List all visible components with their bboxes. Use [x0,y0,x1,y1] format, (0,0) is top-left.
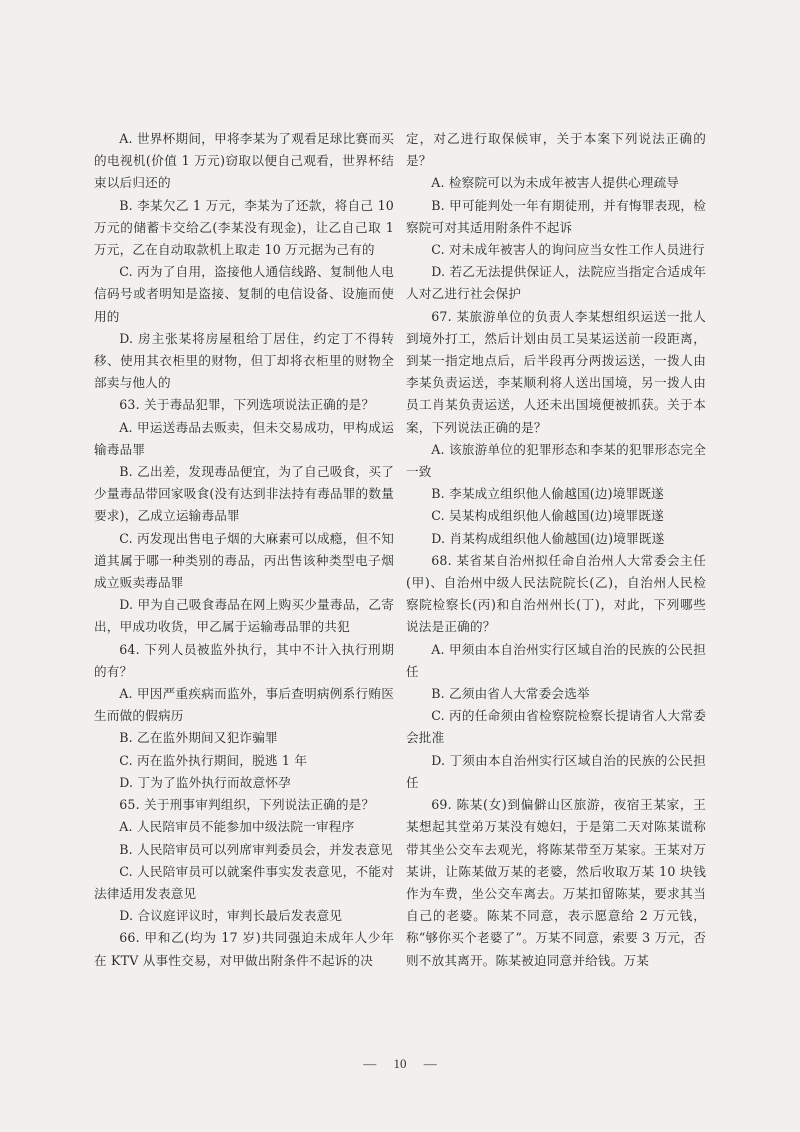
paragraph: B. 乙须由省人大常委会选举 [431,686,590,702]
page-number: 10 [393,1056,407,1071]
right-column [406,128,706,972]
paragraph: C. 丙的任命须由省检察院检察长提请省人大常委会批准 [406,708,706,746]
paragraph: C. 丙为了自用，盗接他人通信线路、复制他人电信码号或者明知是盗接、复制的电信设备、设施而使用的 [94,264,394,324]
paragraph: 63. 关于毒品犯罪，下列选项说法正确的是？ [119,397,375,413]
paragraph: C. 人民陪审员可以就案件事实发表意见，不能对法律适用发表意见 [94,863,394,901]
paragraph: D. 合议庭评议时，审判长最后发表意见 [119,908,343,924]
paragraph: A. 甲须由本自治州实行区域自治的民族的公民担任 [406,641,706,679]
paragraph: D. 丁为了监外执行而故意怀孕 [119,774,291,790]
paragraph: B. 甲可能判处一年有期徒刑，并有悔罪表现，检察院可对其适用附条件不起诉 [406,197,706,235]
paragraph: 65. 关于刑事审判组织，下列说法正确的是？ [119,797,375,813]
paragraph: D. 肖某构成组织他人偷越国(边)境罪既遂 [431,530,665,546]
left-column [94,128,394,972]
paragraph: B. 人民陪审员可以列席审判委员会，并发表意见 [119,841,393,857]
footer-dash-right: — [423,1056,437,1071]
paragraph: 69. 陈某(女)到偏僻山区旅游，夜宿王某家，王某想起其堂弟万某没有媳妇，于是第二天对陈某谎称带其坐公交车去观光，将陈某带至万某家。王某对万某讲，让陈某做万某的老婆，然后收取万某 10 块钱作为车费，坐公交车离去。万某扣留陈某，要求其当自己的老婆。陈某不同意，表示愿意给 2 万元钱，称“够你买个老婆了”。万某不同意，索要 3 万元，否则不放其离开。陈某被迫同意并给钱。万某 [406,797,706,968]
paragraph: 66. 甲和乙(均为 17 岁)共同强迫未成年人少年在 KTV 从事性交易，对甲做出附条件不起诉的决 [94,930,394,968]
paragraph: D. 甲为自己吸食毒品在网上购买少量毒品，乙寄出，甲成功收货，甲乙属于运输毒品罪的共犯 [94,597,394,635]
paragraph: D. 房主张某将房屋租给丁居住，约定丁不得转移、使用其衣柜里的财物，但丁却将衣柜里的财物全部卖与他人的 [94,330,394,391]
paragraph: 67. 某旅游单位的负责人李某想组织运送一批人到境外打工，然后计划由员工吴某运送前一段距离，到某一指定地点后，后半段再分两拨运送，一拨人由李某负责运送，李某顺利将人送出国境，另一拨人由员工肖某负责运送，人还未出国境便被抓获。关于本案，下列说法正确的是？ [406,308,706,435]
paragraph: 定，对乙进行取保候审，关于本案下列说法正确的是？ [406,131,706,169]
paragraph: A. 人民陪审员不能参加中级法院一审程序 [119,819,355,835]
paragraph: A. 世界杯期间，甲将李某为了观看足球比赛而买的电视机(价值 1 万元)窃取以便自己观看，世界杯结束以后归还的 [94,131,394,191]
footer-dash-left: — [363,1056,377,1071]
paragraph: B. 乙在监外期间又犯诈骗罪 [119,730,278,746]
paragraph: B. 乙出差，发现毒品便宜，为了自己吸食，买了少量毒品带回家吸食(没有达到非法持有毒品罪的数量要求)，乙成立运输毒品罪 [94,464,394,524]
paragraph: 64. 下列人员被监外执行，其中不计入执行刑期的有？ [94,641,394,679]
paragraph: C. 对未成年被害人的询问应当女性工作人员进行 [431,242,705,258]
paragraph: D. 若乙无法提供保证人，法院应当指定合适成年人对乙进行社会保护 [406,264,706,302]
page-footer [0,1056,800,1072]
paragraph: A. 甲因严重疾病而监外，事后查明病例系行贿医生而做的假病历 [94,686,394,724]
paragraph: B. 李某成立组织他人偷越国(边)境罪既遂 [431,486,664,502]
paragraph: 68. 某省某自治州拟任命自治州人大常委会主任(甲)、自治州中级人民法院院长(乙)，自治州人民检察院检察长(丙)和自治州州长(丁)，对此，下列哪些说法是正确的？ [406,552,706,635]
paragraph: D. 丁须由本自治州实行区域自治的民族的公民担任 [406,752,706,790]
paragraph: A. 该旅游单位的犯罪形态和李某的犯罪形态完全一致 [406,441,706,480]
paragraph: C. 丙发现出售电子烟的大麻素可以成瘾，但不知道其属于哪一种类别的毒品，丙出售该种类型电子烟成立贩卖毒品罪 [94,530,394,591]
paragraph: A. 检察院可以为未成年被害人提供心理疏导 [431,175,680,191]
paragraph: C. 吴某构成组织他人偷越国(边)境罪既遂 [431,508,664,524]
paragraph: C. 丙在监外执行期间，脱逃 1 年 [119,752,308,768]
paragraph: A. 甲运送毒品去贩卖，但未交易成功，甲构成运输毒品罪 [94,419,394,457]
paragraph: B. 李某欠乙 1 万元，李某为了还款，将自己 10 万元的储蓄卡交给乙(李某没有现金)，让乙自己取 1 万元，乙在自动取款机上取走 10 万元据为己有的 [94,197,394,258]
